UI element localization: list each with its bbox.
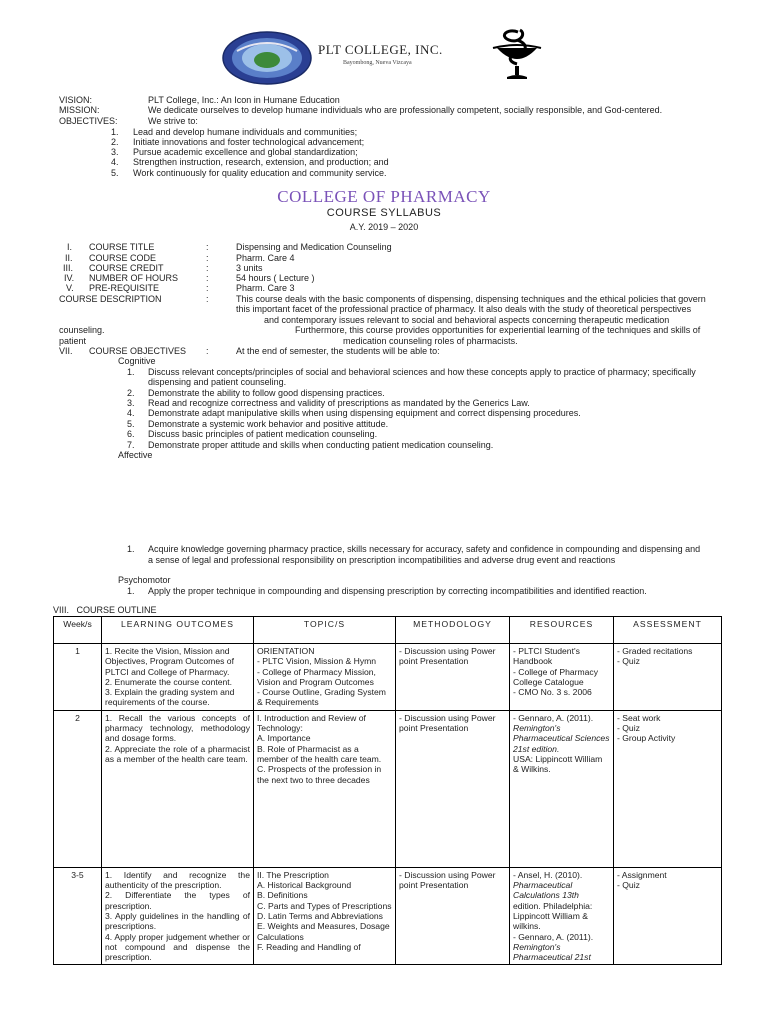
objective-text: Discuss basic principles of patient medication counseling. [148, 429, 378, 439]
assessment-cell: - Assignment - Quiz [614, 867, 722, 965]
course-info-num: IV. [64, 273, 75, 283]
course-info-num: V. [66, 283, 74, 293]
school-name: PLT COLLEGE, INC. [318, 42, 443, 57]
column-header: Week/s [54, 617, 102, 644]
table-header-row [54, 617, 722, 644]
course-info-value: Pharm. Care 3 [236, 283, 295, 293]
course-info-colon: : [206, 242, 209, 252]
affective-label: Affective [118, 450, 153, 460]
week-cell: 1 [54, 644, 102, 711]
course-outline-label: VIII. COURSE OUTLINE [53, 605, 157, 615]
school-location: Bayombong, Nueva Vizcaya [343, 60, 412, 66]
objective-text: Acquire knowledge governing pharmacy practice, skills necessary for accuracy, safety and confidence in compounding and dispensing and [148, 544, 701, 554]
objectives-intro: We strive to: [148, 116, 198, 126]
resource-publisher: USA: Lippincott William & Wilkins. [513, 753, 603, 775]
course-objectives-num: VII. [59, 346, 73, 356]
outcomes-cell: 1. Recite the Vision, Mission and Objectives, Program Outcomes of PLTCI and College of Pharmacy. 2. Enumerate the course content. 3. Explain the grading system and requirements of the course. [102, 644, 254, 711]
assessment-cell: - Seat work - Quiz - Group Activity [614, 710, 722, 867]
course-info-label: COURSE CREDIT [89, 263, 164, 273]
resource-book-title: Pharmaceutical Calculations 13th [513, 880, 579, 901]
resources-cell [510, 867, 614, 965]
course-info-colon: : [206, 263, 209, 273]
syllabus-title: COURSE SYLLABUS [326, 207, 442, 219]
mission-label: MISSION: [59, 105, 100, 115]
vision-label: VISION: [59, 95, 93, 105]
methodology-cell: - Discussion using Power point Presentation [396, 867, 510, 965]
objective-num: 4. [111, 157, 119, 167]
objective-num: 1. [127, 367, 135, 377]
objectives-label: OBJECTIVES: [59, 116, 118, 126]
college-title: COLLEGE OF PHARMACY [277, 187, 491, 206]
objective-num: 1. [127, 544, 135, 554]
objective-text: Demonstrate a systemic work behavior and positive attitude. [148, 419, 389, 429]
objective-text: Lead and develop humane individuals and communities; [133, 127, 358, 137]
course-description-line: Furthermore, this course provides opportunities for experiential learning of the techniques and skills of [295, 325, 701, 335]
course-info-label: PRE-REQUISITE [89, 283, 160, 293]
objective-num: 1. [127, 586, 135, 596]
objective-text: a sense of legal and professional responsibility on prescription incompatibilities and adverse drug event and reactions [148, 555, 616, 565]
objective-num: 7. [127, 440, 135, 450]
methodology-cell: - Discussion using Power point Presentation [396, 644, 510, 711]
objective-text: Apply the proper technique in compounding and dispensing prescription by correcting incompatibilities and identified reaction. [148, 586, 647, 596]
outcomes-cell: 1. Identify and recognize the authenticity of the prescription. 2. Differentiate the types of prescription. 3. Apply guidelines in the handling of prescriptions. 4. Apply proper judgement whether or not compound and dispense the prescription. [102, 867, 254, 965]
objective-num: 6. [127, 429, 135, 439]
course-info-value: Pharm. Care 4 [236, 253, 295, 263]
course-info-label: COURSE CODE [89, 253, 157, 263]
course-info-label: COURSE TITLE [89, 242, 155, 252]
course-description-label: COURSE DESCRIPTION [59, 294, 162, 304]
resources-cell: - PLTCI Student's Handbook - College of Pharmacy College Catalogue - CMO No. 3 s. 2006 [510, 644, 614, 711]
topics-cell: II. The Prescription A. Historical Background B. Definitions C. Parts and Types of Prescriptions D. Latin Terms and Abbreviations E. Weights and Measures, Dosage Calculations F. Reading and Handling of [254, 867, 396, 965]
objective-num: 5. [127, 419, 135, 429]
objective-num: 2. [111, 137, 119, 147]
topics-cell: ORIENTATION - PLTC Vision, Mission & Hymn - College of Pharmacy Mission, Vision and Program Outcomes - Course Outline, Grading System & Requirements [254, 644, 396, 711]
outcomes-cell: 1. Recall the various concepts of pharmacy technology, methodology and dosage forms. 2. Appreciate the role of a pharmacist as a member of the health care team. [102, 710, 254, 867]
cognitive-label: Cognitive [118, 356, 156, 366]
assessment-cell: - Graded recitations - Quiz [614, 644, 722, 711]
column-header: ASSESSMENT [614, 617, 722, 644]
course-description-line: counseling. [59, 325, 105, 335]
course-info-value: 54 hours ( Lecture ) [236, 273, 315, 283]
methodology-cell: - Discussion using Power point Presentation [396, 710, 510, 867]
week-cell: 3-5 [54, 867, 102, 965]
topics-cell: I. Introduction and Review of Technology: A. Importance B. Role of Pharmacist as a member of the health care team. C. Prospects of the profession in the next two to three decades [254, 710, 396, 867]
week-cell: 2 [54, 710, 102, 867]
resource-citation: - Gennaro, A. (2011). [513, 712, 594, 723]
course-info-num: III. [63, 263, 74, 273]
resources-cell [510, 710, 614, 867]
course-outline-table [53, 616, 722, 965]
course-info-colon: : [206, 273, 209, 283]
column-header: LEARNING OUTCOMES [102, 617, 254, 644]
objective-text: Initiate innovations and foster technological advancement; [133, 137, 365, 147]
psychomotor-label: Psychomotor [118, 575, 171, 585]
course-info-value: Dispensing and Medication Counseling [236, 242, 392, 252]
resource-book-title: Remington's Pharmaceutical Sciences 21st edition. [513, 723, 610, 754]
objective-text: Demonstrate the ability to follow good dispensing practices. [148, 388, 385, 398]
table-row [54, 644, 722, 711]
vision-text: PLT College, Inc.: An Icon in Humane Education [148, 95, 340, 105]
course-info-value: 3 units [236, 263, 263, 273]
college-seal-logo [222, 31, 312, 85]
course-objectives-label: COURSE OBJECTIVES [89, 346, 187, 356]
objective-text: Demonstrate proper attitude and skills when conducting patient medication counseling. [148, 440, 494, 450]
bowl-of-hygieia-icon [487, 22, 547, 82]
course-objectives-intro: At the end of semester, the students will be able to: [236, 346, 440, 356]
course-description-line: This course deals with the basic components of dispensing, dispensing techniques and the ethical policies that govern [236, 294, 706, 304]
course-info-label: NUMBER OF HOURS [89, 273, 179, 283]
mission-text: We dedicate ourselves to develop humane individuals who are professionally competent, socially responsible, and God-centered. [148, 105, 663, 115]
objective-num: 3. [111, 147, 119, 157]
resource-citation: - Ansel, H. (2010). [513, 869, 583, 880]
resource-book-title: Remington's Pharmaceutical 21st [513, 941, 591, 963]
objective-num: 2. [127, 388, 135, 398]
table-row [54, 710, 722, 867]
objective-text: dispensing and patient counseling. [148, 377, 287, 387]
course-info-num: I. [67, 242, 73, 252]
academic-year: A.Y. 2019 – 2020 [349, 222, 419, 232]
objective-num: 3. [127, 398, 135, 408]
course-description-colon: : [206, 294, 209, 304]
objective-num: 4. [127, 408, 135, 418]
course-description-line: and contemporary issues relevant to social and behavioral aspects concerning therapeutic medication [264, 315, 670, 325]
column-header: TOPIC/S [254, 617, 396, 644]
objective-text: Strengthen instruction, research, extension, and production; and [133, 157, 389, 167]
table-row [54, 867, 722, 965]
objective-text: Read and recognize correctness and validity of prescriptions as mandated by the Generics Law. [148, 398, 530, 408]
column-header: METHODOLOGY [396, 617, 510, 644]
objective-num: 5. [111, 168, 119, 178]
course-description-line: this important facet of the professional practice of pharmacy. It also deals with the study of theoretical perspectives [236, 304, 692, 314]
course-description-line: patient [59, 336, 87, 346]
objective-text: Discuss relevant concepts/principles of social and behavioral sciences and how these concepts apply to practice of pharmacy; specifically [148, 367, 696, 377]
objective-text: Pursue academic excellence and global standardization; [133, 147, 358, 157]
course-info-num: II. [65, 253, 73, 263]
resource-publisher: edition. Philadelphia: Lippincott William & wilkins. - Gennaro, A. (2011). [513, 900, 594, 942]
objective-text: Work continuously for quality education and community service. [133, 168, 387, 178]
objective-num: 1. [111, 127, 119, 137]
objective-text: Demonstrate adapt manipulative skills when using dispensing equipment and correct dispensing procedures. [148, 408, 581, 418]
course-info-colon: : [206, 253, 209, 263]
course-objectives-colon: : [206, 346, 209, 356]
course-description-line: medication counseling roles of pharmacists. [343, 336, 518, 346]
column-header: RESOURCES [510, 617, 614, 644]
course-info-colon: : [206, 283, 209, 293]
